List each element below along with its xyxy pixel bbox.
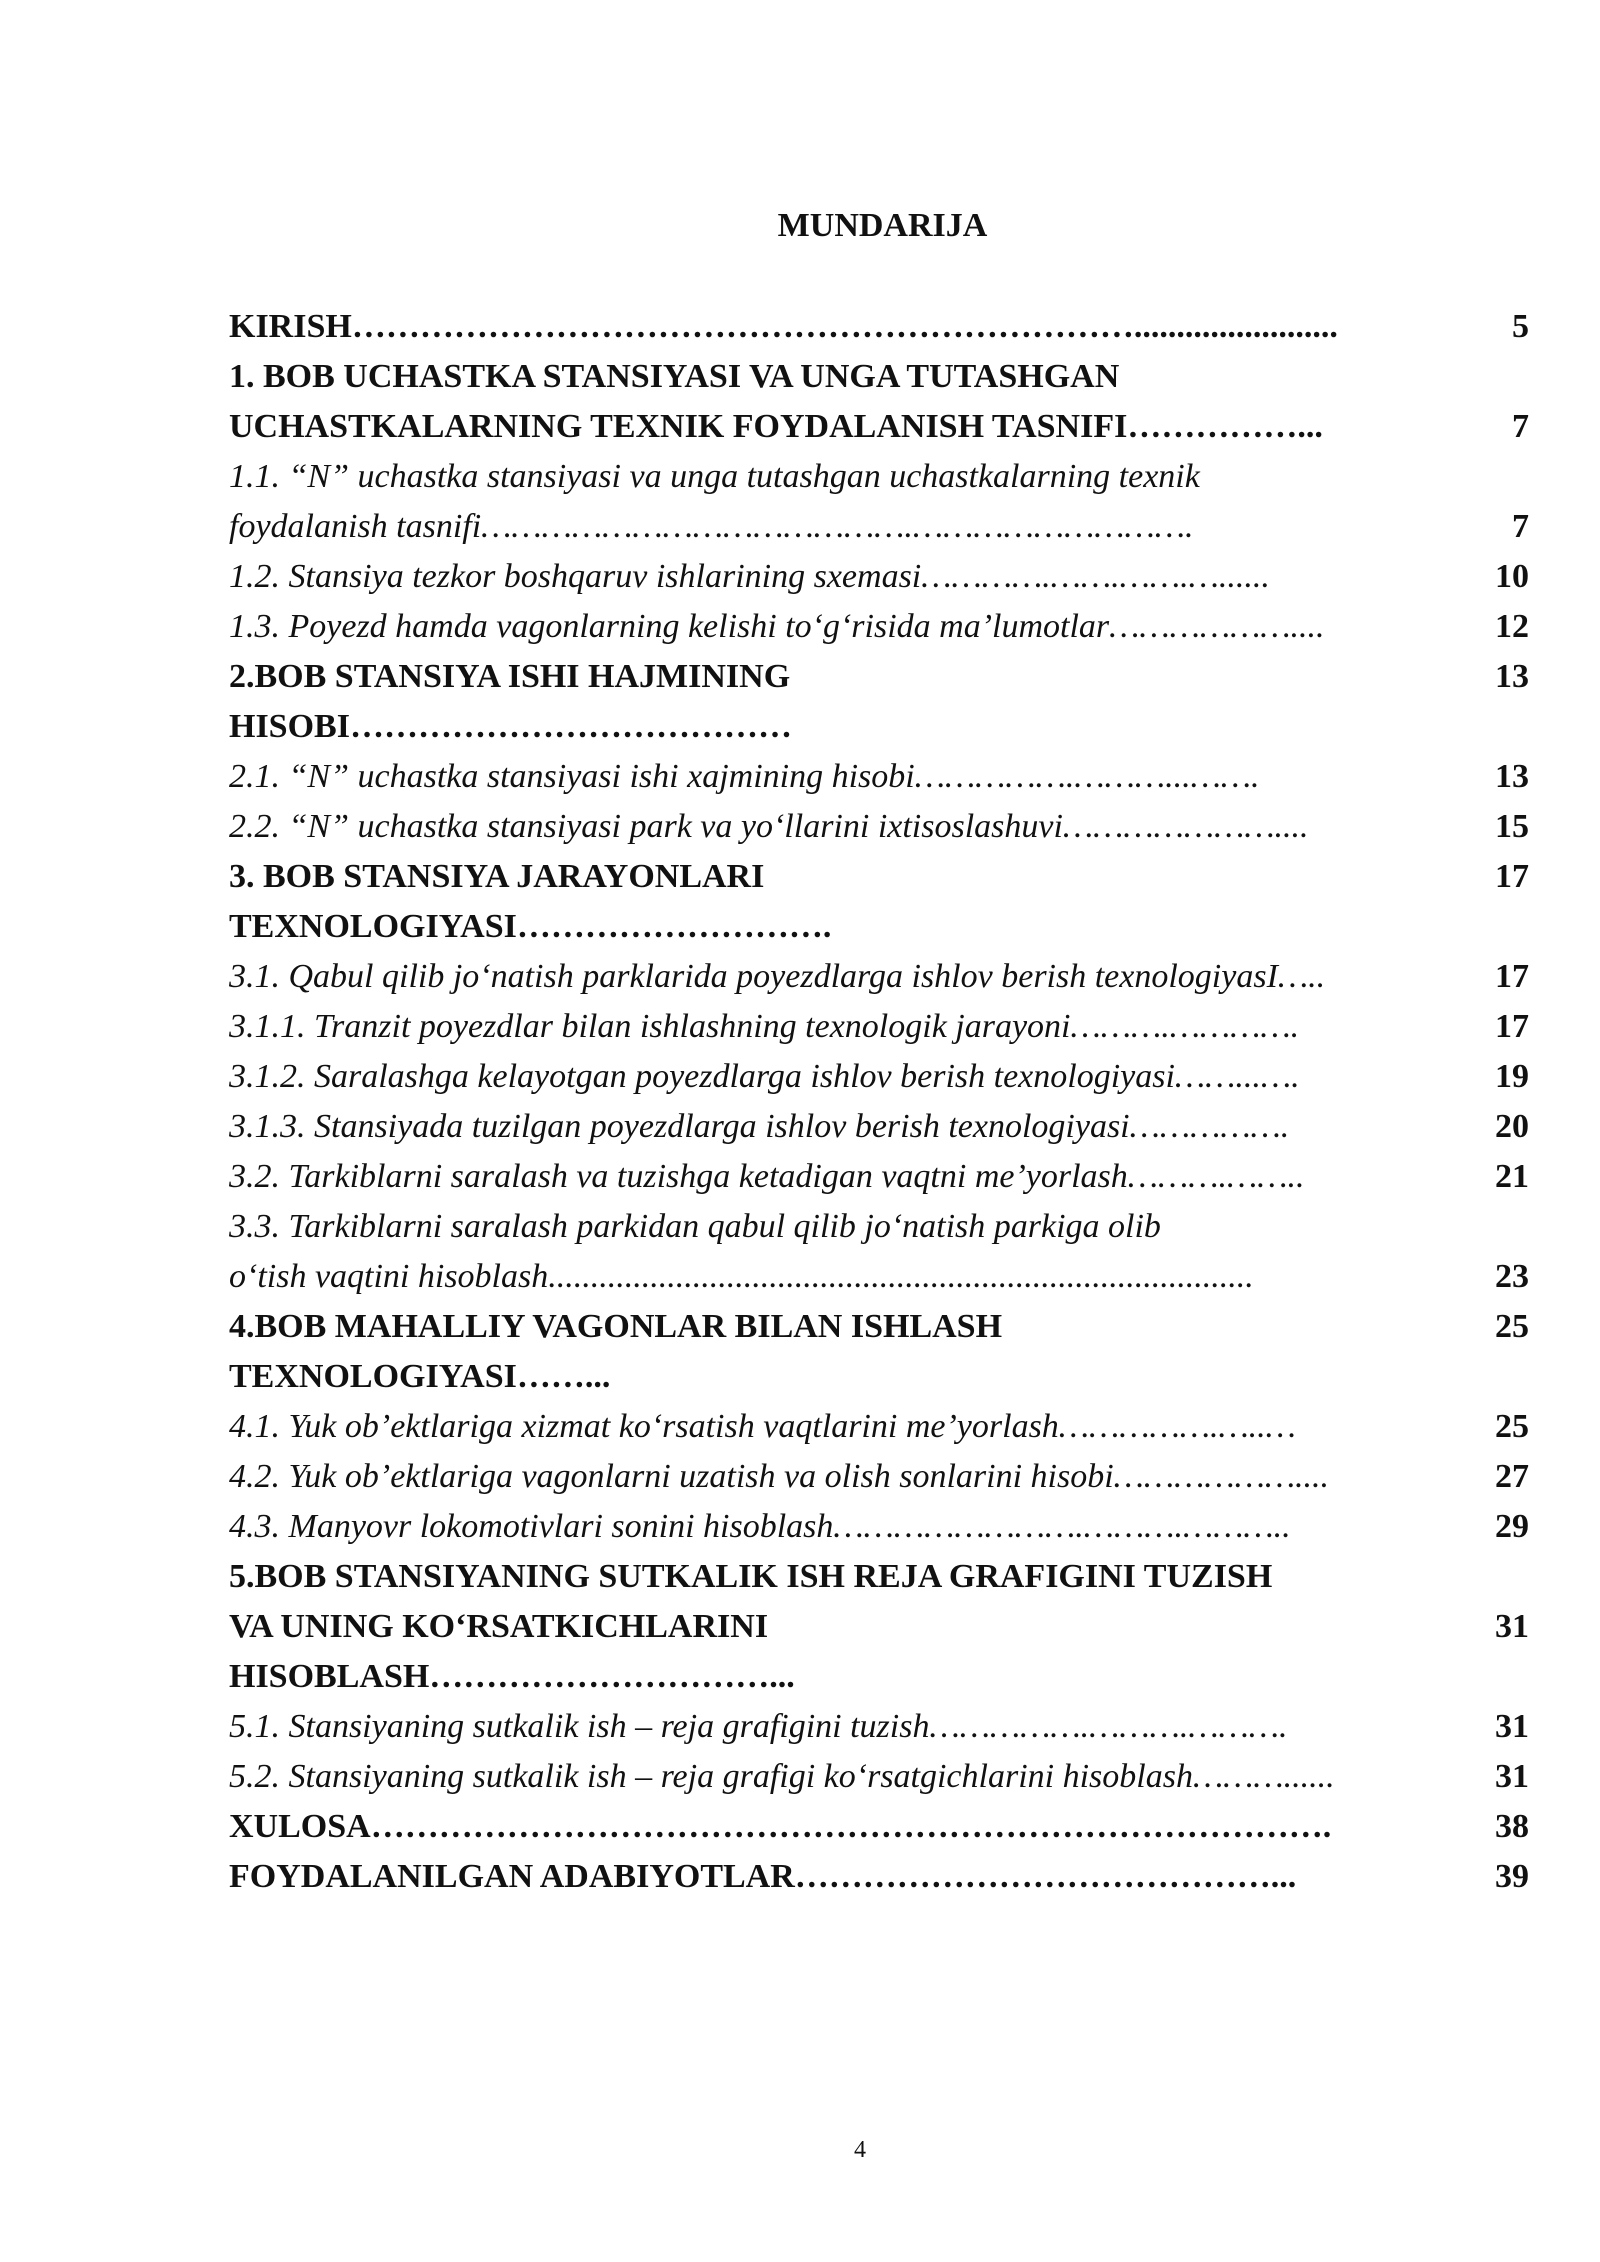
toc-entry-text: 2.2. “N” uchastka stansiyasi park va yo‘llarini ixtisoslashuvi………………….... (229, 808, 1309, 845)
toc-entry-text: 1.2. Stansiya tezkor boshqaruv ishlarining sxemasi………….…….…….…...... (229, 558, 1270, 595)
toc-entry-page: 31 (1495, 1608, 1529, 1645)
toc-entry-page: 25 (1495, 1308, 1529, 1345)
toc-entry-text: 1.1. “N” uchastka stansiyasi va unga tutashgan uchastkalarning texnik (229, 458, 1200, 495)
toc-entry-page: 29 (1495, 1508, 1529, 1545)
toc-entry (229, 1502, 1529, 1552)
toc-entry-text: 3.2. Tarkiblarni saralash va tuzishga ketadigan vaqtni me’yorlash……….…….. (229, 1158, 1305, 1195)
toc-entry (229, 902, 1529, 952)
toc-entry-text: 4.BOB MAHALLIY VAGONLAR BILAN ISHLASH (229, 1308, 1003, 1345)
toc-entry-page: 19 (1495, 1058, 1529, 1095)
toc-entry-page: 17 (1495, 958, 1529, 995)
toc-entry-page: 23 (1495, 1258, 1529, 1295)
toc-entry-page: 17 (1495, 858, 1529, 895)
toc-entry (229, 502, 1529, 552)
page-title: MUNDARIJA (777, 207, 988, 244)
toc-entry (229, 1652, 1529, 1702)
toc-entry (229, 1402, 1529, 1452)
toc-entry-page: 12 (1495, 608, 1529, 645)
toc-entry-page: 21 (1495, 1158, 1529, 1195)
toc-entry (229, 1052, 1529, 1102)
toc-entry-text: 2.BOB STANSIYA ISHI HAJMINING (229, 658, 791, 695)
toc-entry-text: foydalanish tasnifi…………………………………….………………………. (229, 508, 1194, 545)
toc-entry-text: KIRISH……………………………………………………………........................ (229, 308, 1338, 345)
page-number: 4 (854, 2137, 866, 2163)
toc-entry-text: 3.1.1. Tranzit poyezdlar bilan ishlashning texnologik jarayoni……….…………. (229, 1008, 1300, 1045)
toc-entry (229, 1852, 1529, 1902)
toc-entry (229, 752, 1529, 802)
toc-entry-text: HISOBI………………………………… (229, 708, 792, 745)
toc-entry-text: 2.1. “N” uchastka stansiyasi ishi xajmining hisobi…………….………...……. (229, 758, 1260, 795)
toc-entry-page: 20 (1495, 1108, 1529, 1145)
toc-entry-page: 17 (1495, 1008, 1529, 1045)
toc-entry-text: 3.1.2. Saralashga kelayotgan poyezdlarga ishlov berish texnologiyasi……...…. (229, 1058, 1300, 1095)
toc-entry (229, 1702, 1529, 1752)
toc-entry-text: HISOBLASH…………………………... (229, 1658, 795, 1695)
toc-entry-page: 10 (1495, 558, 1529, 595)
toc-entry-text: 3. BOB STANSIYA JARAYONLARI (229, 858, 765, 895)
toc-entry-text: VA UNING KO‘RSATKICHLARINI (229, 1608, 769, 1645)
toc-entry (229, 1252, 1529, 1302)
toc-entry-text: 5.1. Stansiyaning sutkalik ish – reja grafigini tuzish…………….……….………. (229, 1708, 1288, 1745)
toc-entry-text: 4.2. Yuk ob’ektlariga vagonlarni uzatish va olish sonlarini hisobi……………….... (229, 1458, 1330, 1495)
toc-entry (229, 452, 1529, 502)
toc-entry (229, 802, 1529, 852)
toc-entry (229, 1102, 1529, 1152)
toc-entry (229, 1302, 1529, 1352)
toc-entry-page: 31 (1495, 1708, 1529, 1745)
toc-entry (229, 952, 1529, 1002)
toc-entry (229, 652, 1529, 702)
toc-entry (229, 1452, 1529, 1502)
toc-entry-page: 7 (1512, 408, 1529, 445)
toc-entry-text: TEXNOLOGIYASI……... (229, 1358, 611, 1395)
toc-entry-text: XULOSA…………………………………………………………………………. (229, 1808, 1332, 1845)
toc-entry (229, 1602, 1529, 1652)
toc-entry (229, 1802, 1529, 1852)
toc-entry (229, 402, 1529, 452)
toc-entry-page: 5 (1512, 308, 1529, 345)
toc-entry-text: 1.3. Poyezd hamda vagonlarning kelishi to‘g‘risida ma’lumotlar……………….... (229, 608, 1325, 645)
toc-entry (229, 1152, 1529, 1202)
toc-entry-text: 5.2. Stansiyaning sutkalik ish – reja grafigi ko‘rsatgichlarini hisoblash………...... (229, 1758, 1335, 1795)
toc-entry (229, 1552, 1529, 1602)
toc-entry-text: 3.3. Tarkiblarni saralash parkidan qabul qilib jo‘natish parkiga olib (229, 1208, 1161, 1245)
toc-entry-text: FOYDALANILGAN ADABIYOTLAR……………………………………... (229, 1858, 1297, 1895)
toc-entry-text: 1. BOB UCHASTKA STANSIYASI VA UNGA TUTASHGAN (229, 358, 1120, 395)
toc-entry-page: 13 (1495, 758, 1529, 795)
toc-entry-page: 38 (1495, 1808, 1529, 1845)
toc-entry (229, 552, 1529, 602)
toc-entry-page: 25 (1495, 1408, 1529, 1445)
toc-entry-page: 31 (1495, 1758, 1529, 1795)
toc-entry-page: 13 (1495, 658, 1529, 695)
toc-entry (229, 852, 1529, 902)
toc-entry-text: 4.3. Manyovr lokomotivlari sonini hisoblash…………………….……….……….. (229, 1508, 1291, 1545)
toc-entry-text: TEXNOLOGIYASI………………………. (229, 908, 832, 945)
toc-entry (229, 702, 1529, 752)
toc-entry-text: 4.1. Yuk ob’ektlariga xizmat ko‘rsatish vaqtlarini me’yorlash…………….…..… (229, 1408, 1296, 1445)
toc-entry-text: 3.1.3. Stansiyada tuzilgan poyezdlarga ishlov berish texnologiyasi……………. (229, 1108, 1290, 1145)
toc-entry-text: 5.BOB STANSIYANING SUTKALIK ISH REJA GRAFIGINI TUZISH (229, 1558, 1273, 1595)
toc-entry-text: UCHASTKALARNING TEXNIK FOYDALANISH TASNIFI……………... (229, 408, 1323, 445)
toc-entry (229, 1002, 1529, 1052)
toc-entry (229, 602, 1529, 652)
toc-entry-text: 3.1. Qabul qilib jo‘natish parklarida poyezdlarga ishlov berish texnologiyasI….. (229, 958, 1326, 995)
table-of-contents (229, 302, 1529, 1902)
toc-entry-page: 15 (1495, 808, 1529, 845)
toc-entry (229, 1352, 1529, 1402)
toc-entry (229, 352, 1529, 402)
toc-entry-page: 7 (1512, 508, 1529, 545)
toc-entry (229, 1202, 1529, 1252)
toc-entry (229, 302, 1529, 352)
toc-entry-text: o‘tish vaqtini hisoblash................................................................................... (229, 1258, 1254, 1295)
toc-entry-page: 27 (1495, 1458, 1529, 1495)
toc-entry (229, 1752, 1529, 1802)
toc-entry-page: 39 (1495, 1858, 1529, 1895)
